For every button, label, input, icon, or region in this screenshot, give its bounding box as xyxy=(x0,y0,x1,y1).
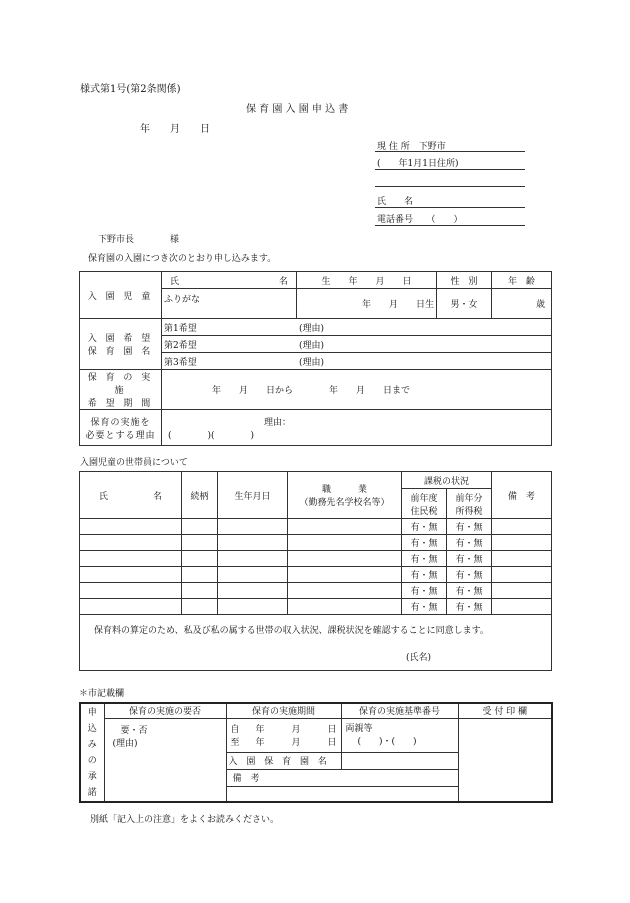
city-table xyxy=(79,702,553,803)
tax-inc-yesno[interactable]: 有・無 xyxy=(447,535,492,551)
table-row xyxy=(80,551,552,567)
need-cell[interactable] xyxy=(162,410,552,446)
from-ymd: 年 月 日 xyxy=(255,725,337,735)
h-tax: 課税の状況 xyxy=(402,472,492,489)
consent-cell xyxy=(80,615,552,671)
h-stamp: 受 付 印 欄 xyxy=(458,703,552,718)
age-cell[interactable] xyxy=(492,289,552,319)
footer-note: 別紙「記入上の注意」をよくお読みください。 xyxy=(90,815,280,825)
member-birth[interactable] xyxy=(218,583,288,599)
address-sub: ( 年1月1日住所) xyxy=(377,159,459,169)
hope-1: 第1希望 xyxy=(164,323,197,334)
h-job-1: 職 業 xyxy=(321,485,367,495)
addressee: 下野市長 様 xyxy=(98,235,180,245)
h-tax-res-1: 前年度 xyxy=(410,493,438,504)
h-number: 保育の実施基準番号 xyxy=(341,703,458,718)
member-name[interactable] xyxy=(80,599,182,615)
remarks-value[interactable] xyxy=(226,786,458,802)
name-line xyxy=(375,207,525,208)
table-row xyxy=(80,519,552,535)
need-value: 要・否 xyxy=(120,725,148,736)
remarks-label: 備 考 xyxy=(226,769,458,786)
member-note[interactable] xyxy=(492,535,552,551)
member-note[interactable] xyxy=(492,519,552,535)
tax-inc-yesno[interactable]: 有・無 xyxy=(447,599,492,615)
phone-label: 電話番号 （ ） xyxy=(377,215,463,225)
side-char: 承 xyxy=(87,771,97,782)
member-note[interactable] xyxy=(492,551,552,567)
furigana-cell[interactable] xyxy=(162,289,297,319)
reason-3: (理由) xyxy=(299,357,325,368)
col-birth: 生 年 月 日 xyxy=(297,272,437,289)
table-row xyxy=(80,567,552,583)
address-sub-line xyxy=(375,169,525,170)
member-name[interactable] xyxy=(80,535,182,551)
col-name-b: 名 xyxy=(278,276,288,287)
member-birth[interactable] xyxy=(218,535,288,551)
member-job[interactable] xyxy=(288,567,402,583)
table-row xyxy=(80,599,552,615)
member-birth[interactable] xyxy=(218,519,288,535)
need-reason: 理由： xyxy=(264,417,292,428)
period-value: 年 月 日から 年 月 日まで xyxy=(212,386,411,396)
nursery-value[interactable] xyxy=(341,752,458,769)
to-ymd: 年 月 日 xyxy=(255,738,337,748)
tax-res-yesno[interactable]: 有・無 xyxy=(402,583,447,599)
from-label: 自 xyxy=(230,725,240,735)
sex-cell[interactable] xyxy=(437,289,492,319)
birth-cell[interactable] xyxy=(297,289,437,319)
member-relation[interactable] xyxy=(182,583,218,599)
parents-paren: ( )・( ) xyxy=(357,736,417,747)
member-birth[interactable] xyxy=(218,567,288,583)
h-tax-inc-1: 前年分 xyxy=(455,493,483,504)
name-label: 氏 名 xyxy=(377,197,414,207)
to-label: 至 xyxy=(230,738,240,748)
h-need: 保育の実施の要否 xyxy=(104,703,226,718)
tax-res-yesno[interactable]: 有・無 xyxy=(402,567,447,583)
col-age: 年 齢 xyxy=(492,272,552,289)
h-tax-inc-2: 所得税 xyxy=(455,506,483,517)
address-label: 現 住 所 下野市 xyxy=(377,142,446,152)
h-name: 氏 名 xyxy=(80,472,182,519)
date-line: 年 月 日 xyxy=(140,124,210,135)
age-value: 歳 xyxy=(535,300,545,310)
h-tax-res xyxy=(402,489,447,519)
parents-label: 両親等 xyxy=(345,723,373,734)
household-title: 入園児童の世帯員について xyxy=(80,458,188,468)
form-number: 様式第1号(第2条関係) xyxy=(80,84,181,95)
nursery-label: 入 園 保 育 園 名 xyxy=(226,752,341,769)
col-name xyxy=(162,272,297,289)
hope-row-2[interactable] xyxy=(162,336,552,353)
col-sex: 性 別 xyxy=(437,272,492,289)
need-label xyxy=(80,410,162,446)
h-period: 保育の実施期間 xyxy=(226,703,341,718)
birth-value: 年 月 日生 xyxy=(361,300,434,310)
member-birth[interactable] xyxy=(218,599,288,615)
h-job xyxy=(288,472,402,519)
need-paren: ( )( ) xyxy=(168,430,255,441)
side-char: み xyxy=(87,739,97,750)
blank-line xyxy=(375,186,525,187)
tax-res-yesno[interactable]: 有・無 xyxy=(402,519,447,535)
side-char: 諾 xyxy=(87,787,97,798)
page-title: 保 育 園 入 園 申 込 書 xyxy=(246,104,349,115)
side-char: 申 xyxy=(87,707,97,718)
h-note: 備 考 xyxy=(492,472,552,519)
period-label-1: 保 育 の 実 施 xyxy=(87,373,154,396)
period-from-to[interactable] xyxy=(226,718,341,752)
member-relation[interactable] xyxy=(182,567,218,583)
tax-res-yesno[interactable]: 有・無 xyxy=(402,535,447,551)
city-section-title: ＊市記載欄 xyxy=(79,689,125,699)
member-job[interactable] xyxy=(288,519,402,535)
tax-inc-yesno[interactable]: 有・無 xyxy=(447,567,492,583)
member-job[interactable] xyxy=(288,535,402,551)
approval-side-label xyxy=(80,703,104,802)
member-relation[interactable] xyxy=(182,519,218,535)
tax-inc-yesno[interactable]: 有・無 xyxy=(447,583,492,599)
need-label-1: 保育の実施を xyxy=(90,417,151,428)
col-name-a: 氏 xyxy=(170,276,180,287)
hope-row-1[interactable] xyxy=(162,319,552,336)
hope-label-2: 保 育 園 名 xyxy=(87,347,154,357)
member-name[interactable] xyxy=(80,583,182,599)
phone-line xyxy=(375,225,525,226)
member-relation[interactable] xyxy=(182,535,218,551)
consent-name-label: (氏名) xyxy=(405,653,432,663)
need-judgement-cell[interactable] xyxy=(104,718,226,802)
member-name[interactable] xyxy=(80,519,182,535)
table-row xyxy=(80,583,552,599)
application-table xyxy=(79,271,552,446)
tax-res-yesno[interactable]: 有・無 xyxy=(402,551,447,567)
side-char: 込 xyxy=(87,723,97,734)
tax-inc-yesno[interactable]: 有・無 xyxy=(447,519,492,535)
address-line xyxy=(375,151,525,152)
member-job[interactable] xyxy=(288,599,402,615)
consent-text: 保育料の算定のため、私及び私の属する世帯の収入状況、課税状況を確認することに同意します。 xyxy=(94,626,489,636)
tax-inc-yesno[interactable]: 有・無 xyxy=(447,551,492,567)
child-label: 入 園 児 童 xyxy=(80,272,162,319)
member-job[interactable] xyxy=(288,583,402,599)
sex-value: 男・女 xyxy=(450,300,478,310)
stamp-cell[interactable] xyxy=(458,718,552,802)
hope-label xyxy=(80,319,162,370)
member-relation[interactable] xyxy=(182,551,218,567)
member-note[interactable] xyxy=(492,583,552,599)
h-relation: 続柄 xyxy=(182,472,218,519)
reason-2: (理由) xyxy=(299,340,325,351)
member-name[interactable] xyxy=(80,551,182,567)
member-birth[interactable] xyxy=(218,551,288,567)
hope-label-1: 入 園 希 望 xyxy=(87,334,154,344)
need-reason-label: (理由) xyxy=(112,738,138,749)
side-char: の xyxy=(87,755,97,766)
hope-2: 第2希望 xyxy=(164,340,197,351)
table-row xyxy=(80,535,552,551)
member-job[interactable] xyxy=(288,551,402,567)
h-tax-res-2: 住民税 xyxy=(410,506,438,517)
h-birth: 生年月日 xyxy=(218,472,288,519)
household-table xyxy=(79,471,552,671)
period-label xyxy=(80,370,162,410)
member-note[interactable] xyxy=(492,567,552,583)
tax-res-yesno[interactable]: 有・無 xyxy=(402,599,447,615)
member-note[interactable] xyxy=(492,599,552,615)
hope-3: 第3希望 xyxy=(164,357,197,368)
h-job-2: （勤務先名学校名等） xyxy=(299,498,390,508)
member-name[interactable] xyxy=(80,567,182,583)
period-label-2: 希 望 期 間 xyxy=(87,399,154,409)
period-cell[interactable] xyxy=(162,370,552,410)
h-tax-inc xyxy=(447,489,492,519)
reason-1: (理由) xyxy=(299,323,325,334)
intro-text: 保育園の入園につき次のとおり申し込みます。 xyxy=(88,254,277,264)
member-relation[interactable] xyxy=(182,599,218,615)
need-label-2: 必要とする理由 xyxy=(85,430,156,441)
hope-row-3[interactable] xyxy=(162,353,552,370)
standard-number-cell[interactable] xyxy=(341,718,458,752)
furigana-label: ふりがな xyxy=(164,295,201,305)
